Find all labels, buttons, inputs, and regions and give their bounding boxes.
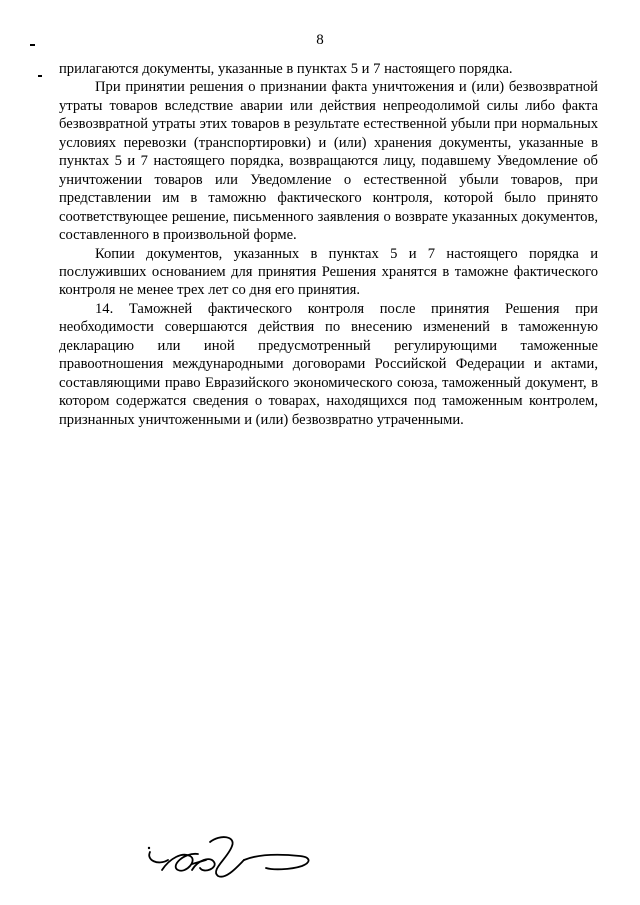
paragraph-item-14: 14. Таможней фактического контроля после принятия Решения при необходимости совершаются действия по внесению изменений в таможенную декларацию или иной предусмотренный регулирующими таможенные правоотношения международными договорами Российской Федерации и актами, составляющими право Евразийского экономического союза, таможенный документ, в котором содержатся сведения о товарах, находящихся под таможенным контролем, признанных уничтоженными и (или) безвозвратно утраченными. (59, 300, 598, 428)
paragraph-decision-return: При принятии решения о признании факта уничтожения и (или) безвозвратной утраты товаров вследствие аварии или действия непреодолимой силы либо факта безвозвратной утраты этих товаров в результате естественной убыли при нормальных условиях перевозки (транспортировки) и (или) хранения документы, указанные в пунктах 5 и 7 настоящего порядка, возвращаются лицу, подавшему Уведомление об уничтожении товаров или Уведомление о естественной убыли товаров, при представлении им в таможню фактического контроля, которой было принято соответствующее решение, письменного заявления о возврате указанных документов, составленного в произвольной форме. (59, 79, 598, 244)
margin-mark-2 (38, 75, 42, 77)
paragraph-continuation: прилагаются документы, указанные в пунктах 5 и 7 настоящего порядка. (59, 61, 513, 77)
document-body (59, 60, 598, 429)
signature-dot (148, 847, 150, 849)
paragraph-copies-storage: Копии документов, указанных в пунктах 5 и 7 настоящего порядка и послуживших основанием для принятия Решения хранятся в таможне фактического контроля не менее трех лет со дня его принятия. (59, 245, 598, 299)
page-number: 8 (316, 32, 324, 48)
handwritten-signature (140, 830, 320, 885)
margin-mark-1 (30, 44, 35, 46)
